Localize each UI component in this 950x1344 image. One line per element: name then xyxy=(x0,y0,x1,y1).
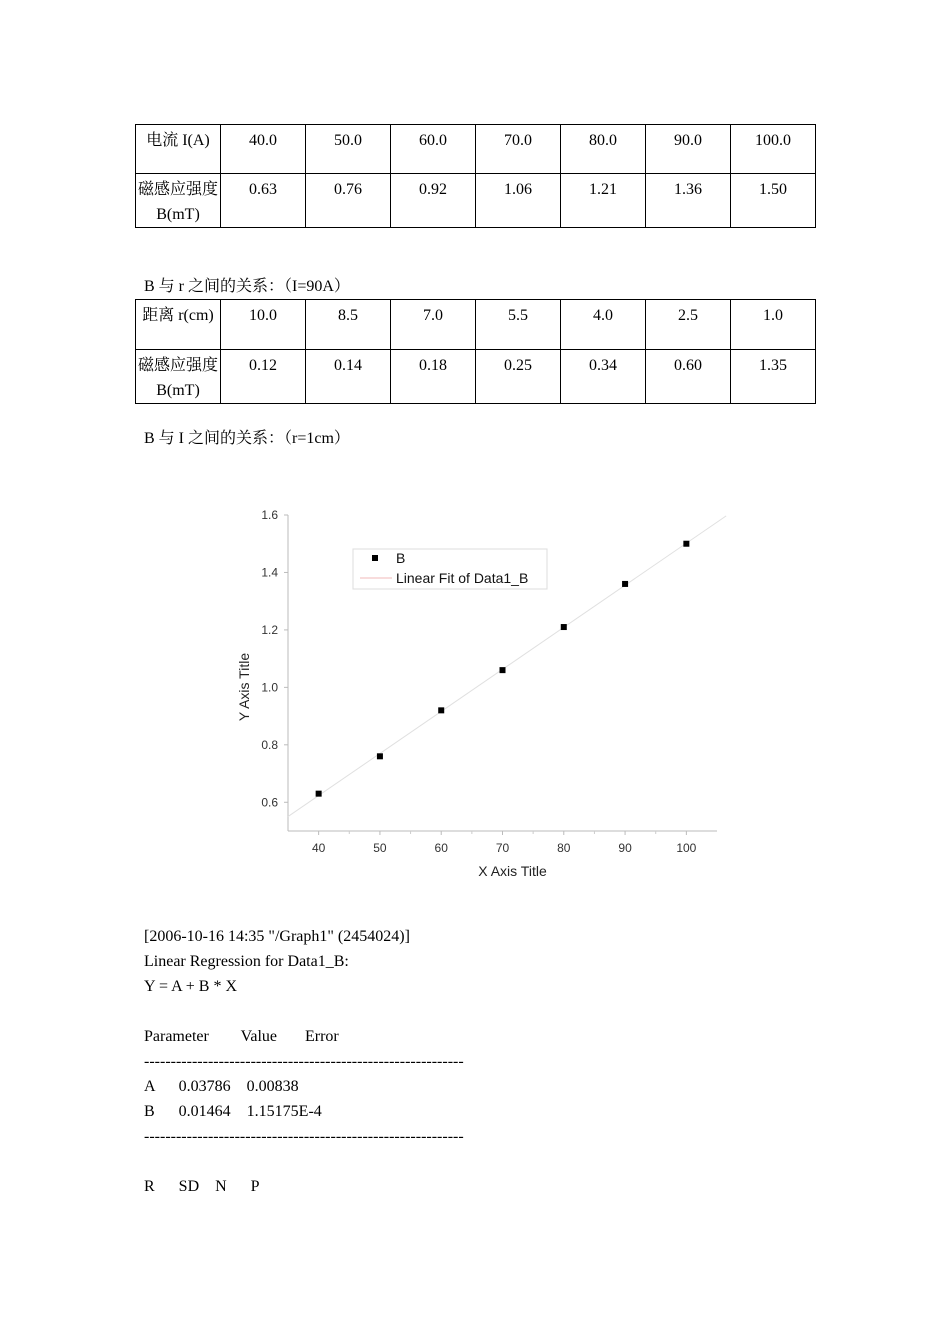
table2-cell: 10.0 xyxy=(221,300,306,350)
table1-cell: 70.0 xyxy=(476,125,561,174)
table1-row-label: 电流 I(A) xyxy=(136,125,221,174)
data-point xyxy=(500,667,506,673)
chart-legend xyxy=(353,549,547,589)
y-tick-label: 0.8 xyxy=(261,737,278,752)
table2-cell: 0.25 xyxy=(476,350,561,404)
table1-cell: 1.21 xyxy=(561,174,646,228)
table1-cell: 1.50 xyxy=(731,174,816,228)
x-tick-label: 50 xyxy=(373,841,387,855)
data-point xyxy=(438,707,444,713)
legend-label-fit: Linear Fit of Data1_B xyxy=(396,570,529,586)
data-point xyxy=(377,753,383,759)
regression-divider-top: ------------------------------------------------------------ xyxy=(144,1053,464,1070)
distance-field-table xyxy=(135,299,816,404)
table1-cell: 0.63 xyxy=(221,174,306,228)
x-tick-label: 80 xyxy=(557,841,571,855)
table2-cell: 0.14 xyxy=(306,350,391,404)
table1-cell: 1.36 xyxy=(646,174,731,228)
regression-header: [2006-10-16 14:35 "/Graph1" (2454024)] xyxy=(144,928,410,945)
regression-columns: Parameter Value Error xyxy=(144,1028,339,1045)
table2-cell: 0.12 xyxy=(221,350,306,404)
table2-row xyxy=(136,300,816,350)
x-axis-title: X Axis Title xyxy=(478,863,547,879)
data-point xyxy=(622,581,628,587)
table1-cell: 0.76 xyxy=(306,174,391,228)
y-tick-label: 0.6 xyxy=(261,795,278,810)
regression-title: Linear Regression for Data1_B: xyxy=(144,953,349,970)
section-b-i-title: B 与 I 之间的关系：（r=1cm） xyxy=(144,430,350,447)
table1-row xyxy=(136,174,816,228)
table2-cell: 5.5 xyxy=(476,300,561,350)
legend-label-b: B xyxy=(396,550,406,566)
data-point xyxy=(561,624,567,630)
y-tick-label: 1.6 xyxy=(261,508,278,522)
x-tick-label: 100 xyxy=(676,841,697,855)
x-tick-label: 90 xyxy=(618,841,632,855)
table1-cell: 50.0 xyxy=(306,125,391,174)
y-tick-label: 1.0 xyxy=(261,680,278,695)
table2-cell: 0.34 xyxy=(561,350,646,404)
regression-row-a: A 0.03786 0.00838 xyxy=(144,1078,299,1095)
current-field-table xyxy=(135,124,816,228)
x-tick-label: 40 xyxy=(311,841,326,855)
data-point xyxy=(683,541,689,547)
table2-cell: 7.0 xyxy=(391,300,476,350)
table2-cell: 0.18 xyxy=(391,350,476,404)
x-tick-label: 60 xyxy=(434,841,448,855)
table2-cell: 1.35 xyxy=(731,350,816,404)
b-vs-i-chart xyxy=(220,495,730,885)
table2-row xyxy=(136,350,816,404)
table1-cell: 100.0 xyxy=(731,125,816,174)
table2-cell: 2.5 xyxy=(646,300,731,350)
table1-cell: 90.0 xyxy=(646,125,731,174)
table2-row-label: 距离 r(cm) xyxy=(136,300,221,350)
table1-cell: 80.0 xyxy=(561,125,646,174)
table2-cell: 1.0 xyxy=(731,300,816,350)
data-point xyxy=(316,791,322,797)
y-tick-label: 1.4 xyxy=(261,565,278,580)
table1-cell: 1.06 xyxy=(476,174,561,228)
table1-row xyxy=(136,125,816,174)
legend-marker-b xyxy=(372,555,378,561)
table1-row-label: 磁感应强度 B(mT) xyxy=(136,174,221,228)
y-axis-title: Y Axis Title xyxy=(236,652,252,722)
table1-cell: 0.92 xyxy=(391,174,476,228)
table2-cell: 8.5 xyxy=(306,300,391,350)
y-tick-label: 1.2 xyxy=(261,622,278,637)
table2-cell: 4.0 xyxy=(561,300,646,350)
table2-row-label: 磁感应强度 B(mT) xyxy=(136,350,221,404)
section-b-r-title: B 与 r 之间的关系：（I=90A） xyxy=(144,278,350,295)
regression-row-b: B 0.01464 1.15175E-4 xyxy=(144,1103,322,1120)
regression-stats-header: R SD N P xyxy=(144,1178,260,1195)
table1-cell: 60.0 xyxy=(391,125,476,174)
regression-equation: Y = A + B * X xyxy=(144,978,238,995)
table1-cell: 40.0 xyxy=(221,125,306,174)
regression-divider-bottom: ------------------------------------------------------------ xyxy=(144,1128,464,1145)
x-tick-label: 70 xyxy=(495,841,510,855)
table2-cell: 0.60 xyxy=(646,350,731,404)
